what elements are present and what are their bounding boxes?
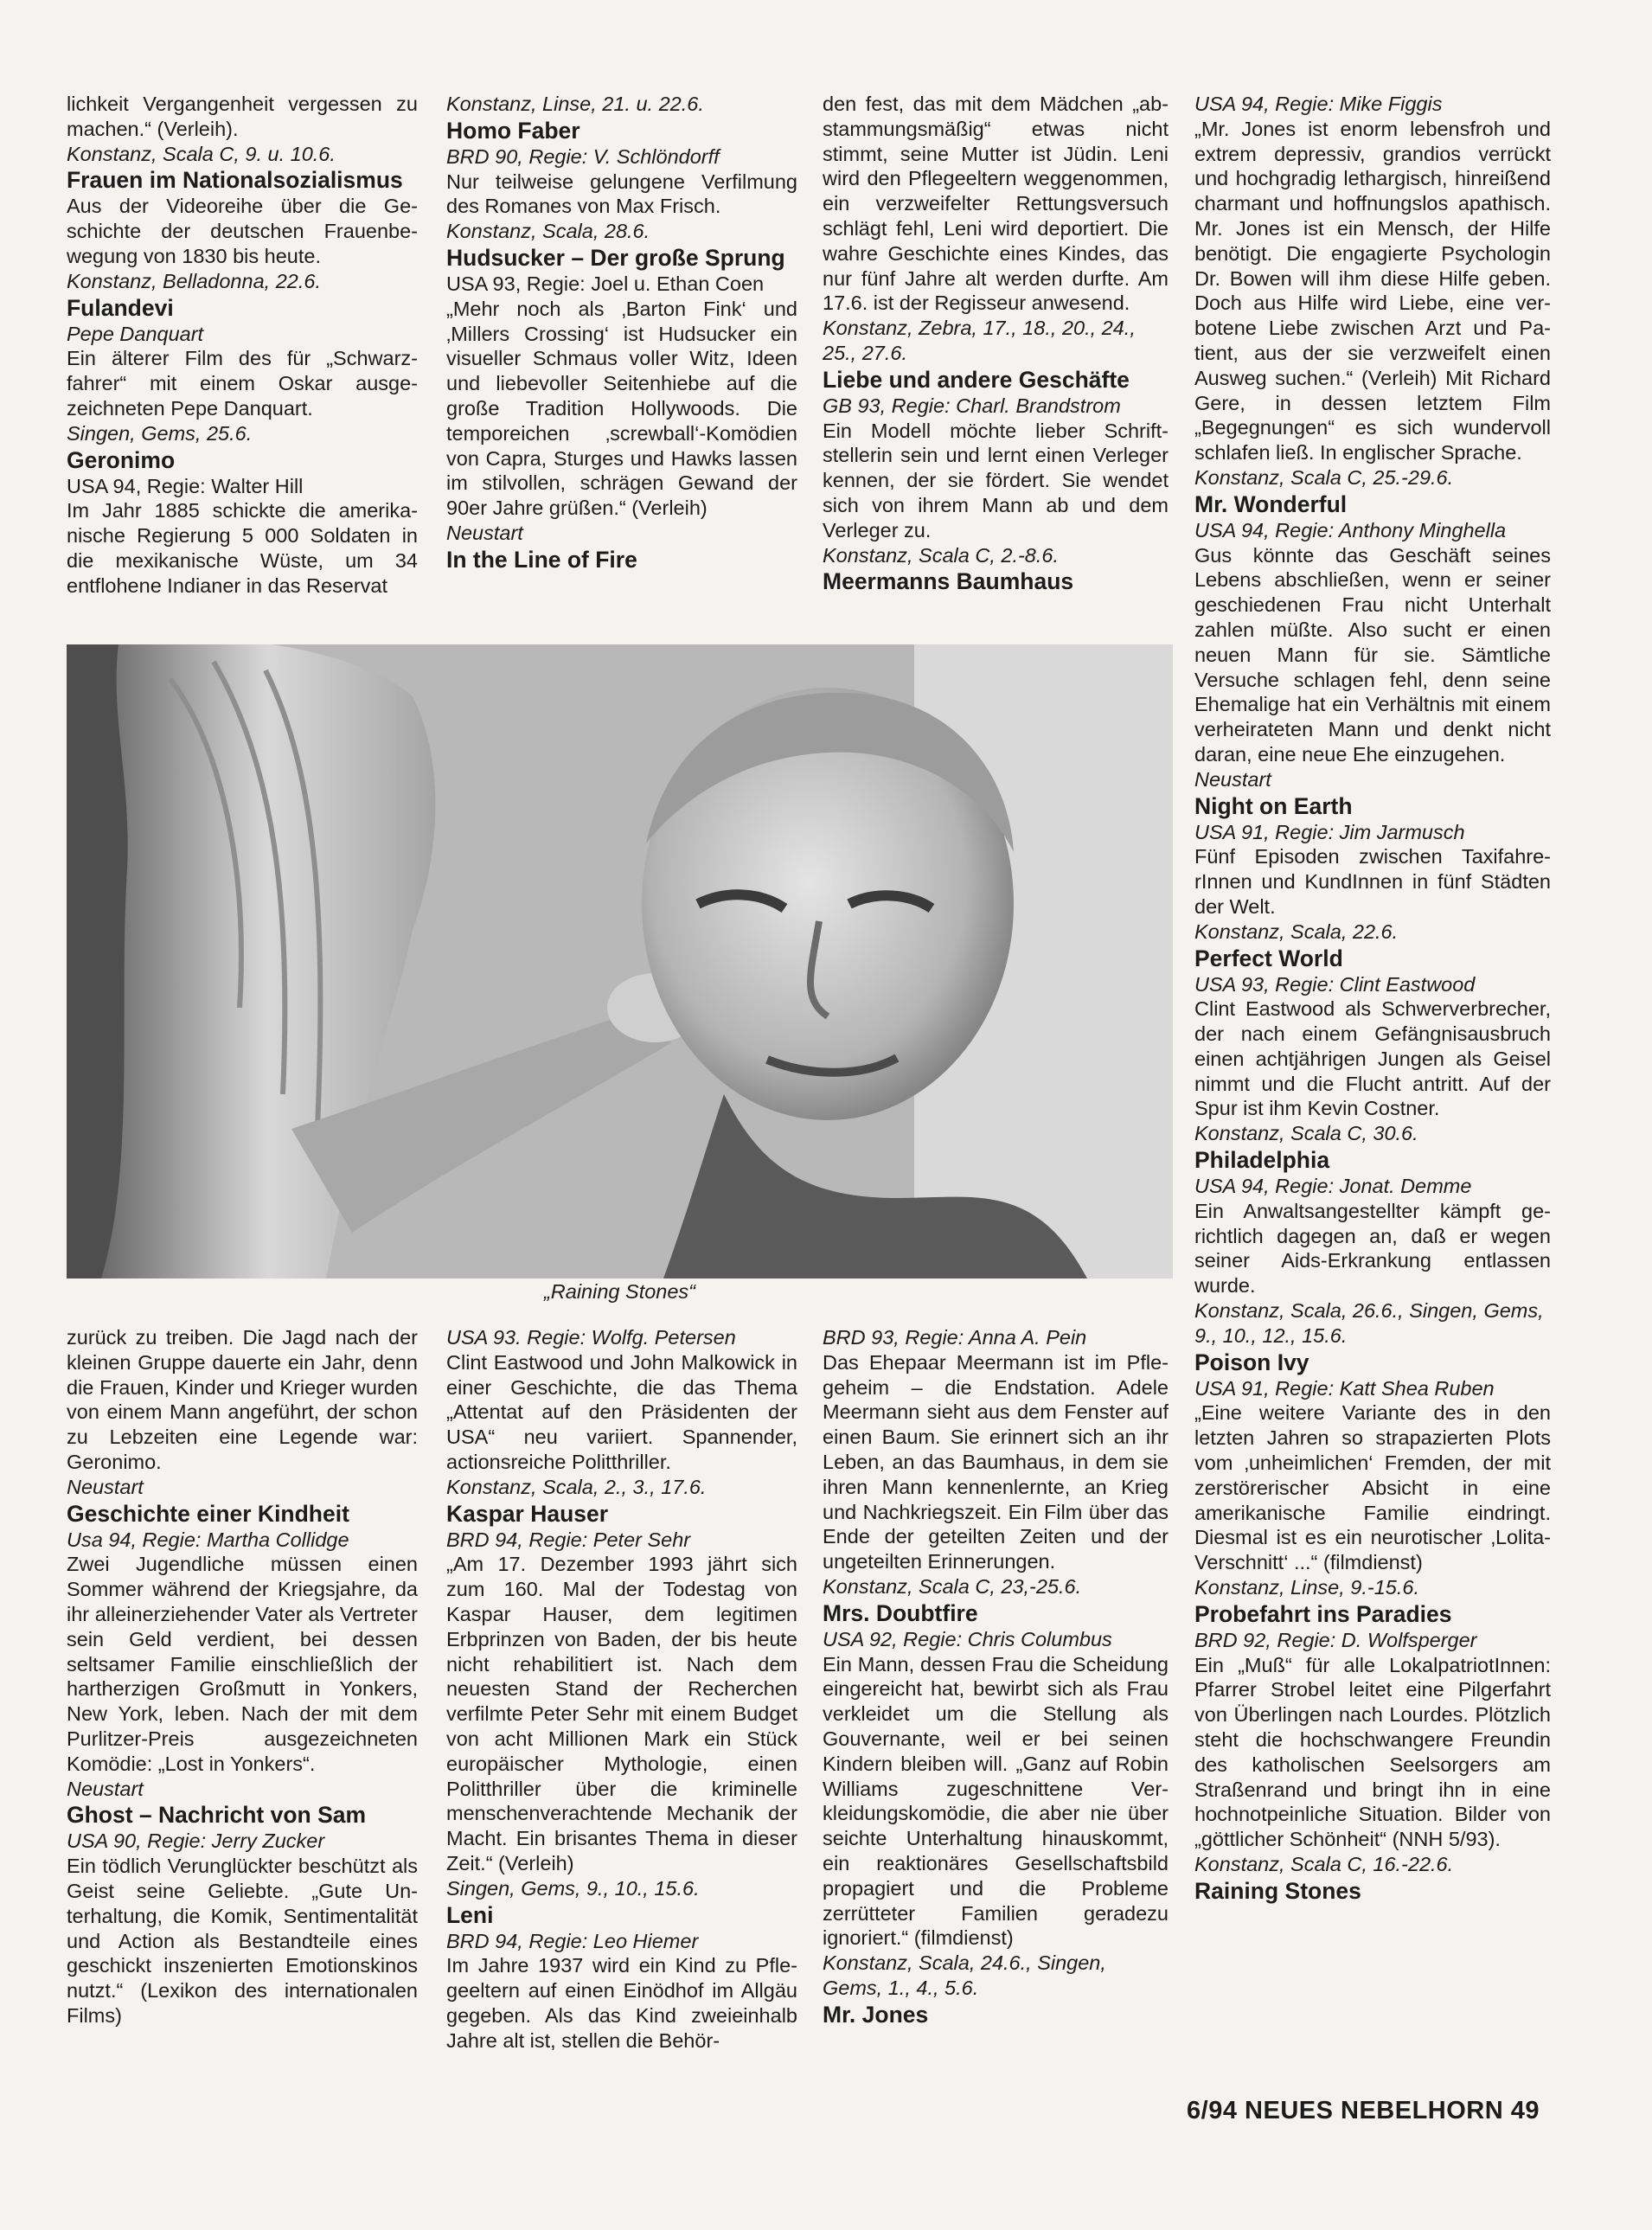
meta-line: BRD 94, Regie: Peter Sehr	[446, 1528, 691, 1551]
column-3-top	[823, 92, 1169, 634]
column-4	[1194, 92, 1551, 2086]
meta-line: Konstanz, Linse, 21. u. 22.6.	[446, 93, 704, 115]
meta-line: USA 94, Regie: Anthony Minghella	[1194, 518, 1507, 541]
meta-line: Konstanz, Belladonna, 22.6.	[67, 269, 321, 292]
meta-line: USA 90, Regie: Jerry Zucker	[67, 1829, 325, 1853]
body-text: Im Jahre 1937 wird ein Kind zu Pflegeeltern auf einen Einödhof im Allgäu gegeben. Als das Kind zweieinhalb Jahre alt ist, stellen die Behör-	[446, 1954, 797, 2052]
body-text: Ein Anwaltsangestellter kämpft gerichtlich dagegen an, daß er wegen seiner Aids-Erkrankung entlassen wurde.	[1194, 1199, 1551, 1298]
column-1-top	[67, 92, 418, 634]
body-text: USA 93, Regie: Joel u. Ethan Coen	[446, 272, 765, 295]
film-title: Raining Stones	[1194, 1877, 1361, 1904]
meta-line: Singen, Gems, 25.6.	[67, 421, 253, 445]
body-text: Ein „Muß“ für alle LokalpatriotInnen: Pfarrer Strobel leitet eine Pilgerfahrt von Überlingen nach Lourdes. Plötzlich steht die hochschwangere Freundin des katholischen Seelsorgers am Straßenrand und bringt ihn in eine hochnotpeinliche Situation. Bilder von „göttlicher Schönheit“ (NNH 5/93).	[1194, 1653, 1551, 1851]
body-text: „Eine weitere Variante des in den letzten Jahren so strapazierten Plots vom ‚unheimlichen‘ Fremden, der mit zerstörerischer Absicht in eine amerikanische Familie eindringt. Diesmal ist es ein neurotischer ‚Lolita-Verschnitt‘ ...“ (filmdienst)	[1194, 1401, 1551, 1574]
meta-line: GB 93, Regie: Charl. Brandstrom	[823, 394, 1121, 417]
body-text: Ein tödlich Verunglückter beschützt als Geist seine Geliebte. „Gute Unterhaltung, die Komik, Sentimentalität und Action als Bestandteile eines geschickt inszenierten Emotionskinos nutzt.“ (Lexikon des internationalen Films)	[67, 1855, 418, 2027]
meta-line: USA 93, Regie: Clint Eastwood	[1194, 972, 1476, 996]
meta-line: Neustart	[1194, 767, 1271, 791]
meta-line: Neustart	[67, 1475, 144, 1498]
film-title: Probefahrt ins Paradies	[1194, 1600, 1452, 1627]
body-text: USA 94, Regie: Walter Hill	[67, 474, 304, 497]
meta-line: Usa 94, Regie: Martha Collidge	[67, 1528, 349, 1551]
meta-line: BRD 94, Regie: Leo Hiemer	[446, 1929, 699, 1952]
body-text: Ein Modell möchte lieber Schriftstellerin sein und lernt einen Verleger kennen, der sie fördert. Sie wendet sich von ihrem Mann ab und dem Verleger zu.	[823, 419, 1169, 541]
meta-line: Konstanz, Scala, 24.6., Singen, Gems, 1., 4., 5.6.	[823, 1951, 1106, 1999]
meta-line: Konstanz, Scala, 2., 3., 17.6.	[446, 1475, 707, 1498]
meta-line: Pepe Danquart	[67, 322, 204, 345]
film-title: Mr. Wonderful	[1194, 490, 1348, 517]
body-text: den fest, das mit dem Mädchen „abstammungsmäßig“ etwas nicht stimmt, seine Mutter ist Jüdin. Leni wird den Pflegeeltern weggenommen, ein verzweifelter Rettungsversuch schlägt fehl, Leni wird deportiert. Die wahre Geschichte eines Kindes, das nur fünf Jahre alt werden durfte. Am 17.6. ist der Regisseur anwesend.	[823, 93, 1169, 315]
meta-line: Konstanz, Scala C, 23,-25.6.	[823, 1574, 1082, 1598]
meta-line: USA 92, Regie: Chris Columbus	[823, 1627, 1112, 1650]
meta-line: Konstanz, Zebra, 17., 18., 20., 24., 25., 27.6.	[823, 317, 1136, 364]
film-title: Geschichte einer Kindheit	[67, 1500, 349, 1527]
film-still-photo	[67, 644, 1173, 1278]
body-text: zurück zu treiben. Die Jagd nach der kleinen Gruppe dauerte ein Jahr, denn die Frauen, Kinder und Krieger wurden von einem Mann angeführt, der schon zu Lebzeiten eine Legende war: Geronimo.	[67, 1326, 418, 1473]
meta-line: Konstanz, Scala, 26.6., Singen, Gems, 9., 10., 12., 15.6.	[1194, 1299, 1544, 1347]
column-2-top	[446, 92, 797, 634]
meta-line: Konstanz, Linse, 9.-15.6.	[1194, 1576, 1419, 1599]
meta-line: Neustart	[67, 1777, 144, 1800]
meta-line: Singen, Gems, 9., 10., 15.6.	[446, 1876, 700, 1900]
column-1-bottom	[67, 1325, 418, 2069]
body-text: Clint Eastwood und John Malkowick in einer Geschichte, die das Thema „Attentat auf den Präsidenten der USA“ neu variiert. Spannender, actionsreiche Politthriller.	[446, 1350, 797, 1473]
body-text: Clint Eastwood als Schwerverbrecher, der nach einem Gefängnisausbruch einen achtjährigen Jungen als Geisel nimmt und die Flucht antritt. Auf der Spur ist ihm Kevin Costner.	[1194, 997, 1551, 1120]
film-title: Ghost – Nachricht von Sam	[67, 1802, 367, 1829]
film-title: Mrs. Doubtfire	[823, 1599, 978, 1626]
film-title: Philadelphia	[1194, 1147, 1330, 1174]
film-title: Perfect World	[1194, 945, 1343, 971]
meta-line: Konstanz, Scala, 28.6.	[446, 220, 650, 243]
film-still-illustration	[67, 644, 1173, 1278]
body-text: „Mehr noch als ‚Barton Fink‘ und ‚Millers Crossing‘ ist Hudsucker ein visueller Schmaus voller Witz, Ideen und liebevoller Seitenhiebe auf die große Tradition Hollywoods. Die temporeichen ‚screwball‘-Komödien von Capra, Sturges und Hawks lassen im stilvollen, schrägen Gewand der 90er Jahre grüßen.“ (Verleih)	[446, 297, 797, 520]
meta-line: USA 93. Regie: Wolfg. Petersen	[446, 1326, 736, 1349]
meta-line: USA 94, Regie: Mike Figgis	[1194, 93, 1443, 115]
body-text: Gus könnte das Geschäft seines Lebens abschließen, wenn er seiner geschiedenen Frau nicht Unterhalt zahlen müßte. Also sucht er einen neuen Mann für sie. Sämtliche Versuche schlagen fehl, denn seine Ehemalige hat ein Verhältnis mit einem verheirateten Mann und denkt nicht daran, eine neue Ehe einzugehen.	[1194, 543, 1551, 766]
meta-line: Konstanz, Scala C, 30.6.	[1194, 1122, 1418, 1145]
meta-line: BRD 93, Regie: Anna A. Pein	[823, 1326, 1087, 1349]
body-text: Ein Mann, dessen Frau die Scheidung eingereicht hat, bewirbt sich als Frau verkleidet um die Stellung als Gouvernante, weil er bei seinen Kindern bleiben will. „Ganz auf Robin Williams zugeschnittene Verkleidungskomödie, die aber nie über seichte Unterhaltung hinauskommt, ein reaktionäres Gesellschaftsbild propagiert und die Probleme zerrütteter Familien geradezu ignoriert.“ (filmdienst)	[823, 1652, 1169, 1950]
meta-line: BRD 92, Regie: D. Wolfsperger	[1194, 1628, 1477, 1651]
meta-line: USA 91, Regie: Katt Shea Ruben	[1194, 1376, 1495, 1400]
body-text: „Am 17. Dezember 1993 jährt sich zum 160. Mal der Todestag von Kaspar Hauser, dem legitimen Erbprinzen von Baden, der bis heute nicht rehabilitiert ist. Nach dem neuesten Stand der Recherchen verfilmte Peter Sehr mit einem Budget von acht Millionen Mark ein Stück europäischer Mythologie, einen Politthriller über die kriminelle menschenverachtende Mechanik der Macht. Ein brisantes Thema in dieser Zeit.“ (Verleih)	[446, 1553, 797, 1874]
meta-line: Konstanz, Scala C, 16.-22.6.	[1194, 1853, 1454, 1875]
meta-line: Konstanz, Scala C, 2.-8.6.	[823, 543, 1060, 567]
body-text: Aus der Videoreihe über die Geschichte der deutschen Frauenbewegung von 1830 bis heute.	[67, 195, 418, 267]
page-footer: 6/94 NEUES NEBELHORN 49	[1187, 2097, 1540, 2124]
body-text: Das Ehepaar Meermann ist im Pflegeheim – die Endstation. Adele Meermann sieht aus dem Fenster auf einen Baum. Sie erinnert sich an ihr Leben, an das Baumhaus, in dem sie ihren Mann kennenlernte, an Krieg und Nachkriegszeit. Ein Film über das Ende der geteilten Zeiten und der ungeteilten Erinnerungen.	[823, 1350, 1169, 1573]
meta-line: USA 91, Regie: Jim Jarmusch	[1194, 820, 1465, 843]
film-title: Mr. Jones	[823, 2001, 929, 2028]
meta-line: Neustart	[446, 521, 523, 544]
body-text: Im Jahr 1885 schickte die amerikanische Regierung 5 000 Soldaten in die mexikanische Wüste, um 34 entflohene Indianer in das Reservat	[67, 499, 418, 597]
meta-line: Konstanz, Scala C, 25.-29.6.	[1194, 465, 1454, 489]
body-text: „Mr. Jones ist enorm lebensfroh und extrem depressiv, grandios verrückt und hochgradig lethargisch, hinreißend charmant und hoffnungslos apathisch. Mr. Jones ist ein Mensch, der Hilfe benötigt. Die engagierte Psychologin Dr. Bowen will ihm diese Hilfe geben. Doch aus Hilfe wird Liebe, eine verbotene Liebe zwischen Arzt und Patient, aus der sie verzweifelt einen Ausweg suchen.“ (Verleih) Mit Richard Gere, in dessen letztem Film „Begegnungen“ es sich wundervoll schlafen ließ. In englischer Sprache.	[1194, 117, 1551, 465]
film-title: Leni	[446, 1901, 494, 1928]
film-title: In the Line of Fire	[446, 546, 637, 573]
body-text: lichkeit Vergangenheit vergessen zu machen.“ (Verleih).	[67, 93, 418, 140]
film-title: Poison Ivy	[1194, 1349, 1309, 1375]
meta-line: Konstanz, Scala C, 9. u. 10.6.	[67, 142, 336, 165]
film-title: Meermanns Baumhaus	[823, 568, 1074, 595]
column-3-bottom	[823, 1325, 1169, 2069]
meta-line: Konstanz, Scala, 22.6.	[1194, 920, 1399, 943]
film-title: Night on Earth	[1194, 792, 1353, 819]
body-text: Fünf Episoden zwischen TaxifahrerInnen und KundInnen in fünf Städten der Welt.	[1194, 845, 1551, 918]
body-text: Nur teilweise gelungene Verfilmung des Romanes von Max Frisch.	[446, 170, 797, 218]
film-title: Kaspar Hauser	[446, 1500, 609, 1527]
photo-caption: „Raining Stones“	[543, 1280, 696, 1303]
film-title: Hudsucker – Der große Sprung	[446, 244, 785, 271]
film-title: Homo Faber	[446, 117, 580, 144]
body-text: Ein älterer Film des für „Schwarzfahrer“ mit einem Oskar ausgezeichneten Pepe Danquart.	[67, 347, 418, 420]
meta-line: BRD 90, Regie: V. Schlöndorff	[446, 144, 720, 168]
film-title: Liebe und andere Geschäfte	[823, 366, 1130, 393]
film-title: Fulandevi	[67, 294, 174, 321]
column-2-bottom	[446, 1325, 797, 2069]
film-title: Geronimo	[67, 446, 176, 473]
body-text: Zwei Jugendliche müssen einen Sommer während der Kriegsjahre, da ihr alleinerziehender Vater als Vertreter sein Geld verdient, bei dessen seltsamer Familie einschließlich der hartherzigen Großmutt in Yonkers, New York, leben. Nach der mit dem Purlitzer-Preis ausgezeichneten Komödie: „Lost in Yonkers“.	[67, 1553, 418, 1775]
meta-line: USA 94, Regie: Jonat. Demme	[1194, 1175, 1472, 1198]
film-title: Frauen im Nationalsozialismus	[67, 167, 403, 194]
